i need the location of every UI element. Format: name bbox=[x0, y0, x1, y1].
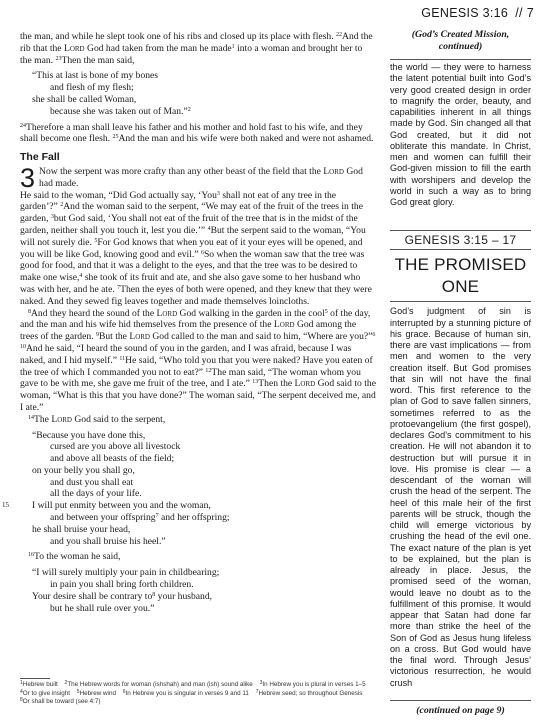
footnote-divider bbox=[20, 678, 50, 679]
header-separator: // bbox=[515, 6, 523, 20]
divider bbox=[390, 59, 531, 60]
footnote: $^3$In Hebrew you is plural in verses 1–5 bbox=[259, 680, 366, 688]
study-sidebar bbox=[390, 29, 531, 689]
footnote: $^1$Hebrew built bbox=[20, 680, 58, 688]
footnote: $^2$The Hebrew words for woman (ishshah) and man (ish) sound alike bbox=[64, 680, 253, 688]
scripture-paragraph: $^{24}$Therefore a man shall leave his father and his mother and hold fast to his wife, and they shall become one flesh. $^{25}$And the man and his wife were both naked and were not ashamed. bbox=[20, 121, 374, 145]
header-reference: GENESIS 3:16 bbox=[421, 6, 509, 20]
page-header bbox=[421, 6, 534, 20]
section-heading: The Fall bbox=[20, 151, 60, 164]
footnote: $^5$Hebrew wind bbox=[76, 688, 116, 697]
sidebar-reference: GENESIS 3:15 – 17 bbox=[390, 230, 531, 250]
scripture-paragraph: $^8$And they heard the sound of the Lord God walking in the garden in the cool$^5$ of the day, and the man and his wife hid themselves from the presence of the Lord God among the trees of the garden. $^9$But the Lord God called to the man and said to him, “Where are you?”$^6$ $^{10}$And he said, “I heard the sound of you in the garden, and I was afraid, because I was naked, and I hid myself.” $^{11}$He said, “Who told you that you were naked? Have you eaten of the tree of which I commanded you not to eat?” $^{12}$The man said, “The woman whom you gave to be with me, she gave me fruit of the tree, and I ate.” $^{13}$Then the Lord God said to the woman, “What is this that you have done?” The woman said, “The serpent deceived me, and I ate.” bbox=[20, 307, 376, 413]
page-number: 7 bbox=[526, 6, 534, 20]
continued-text: the world — they were to harness the latent potential built into God’s very good created design in order to magnify the order, beauty, and capabilities inherent in all things made by God. Sin changed all that God created, but it did not obliterate this mandate. In Christ, men and women can fulfill their God-given mission to fill the earth with worshipers and develop the world in such a way as to bring God great glory. bbox=[390, 62, 531, 207]
footnote: $^7$Hebrew seed; so throughout Genesis bbox=[255, 688, 363, 697]
footnote: $^6$In Hebrew you is singular in verses 9 and 11 bbox=[122, 688, 249, 697]
continued-on-note: (continued on page 9) bbox=[390, 700, 531, 716]
scripture-column bbox=[2, 31, 376, 618]
poetry-block: “Because you have done this, cursed are you above all livestock and above all beasts of the field; on your belly you shall go, and dust you shall eat all the days of your life. 15 I will put enmity between you and the woman, and between your offspring$^7$ and her offspring; he shall bruise your head, and you shall bruise his heel.” bbox=[2, 429, 230, 547]
poetry-block: “I will surely multiply your pain in childbearing; in pain you shall bring forth children. Your desire shall be contrary $to^8$ your husband, but he shall rule over you.” bbox=[32, 567, 220, 614]
scripture-paragraph: $^{16}$To the woman he said, bbox=[28, 551, 121, 563]
sidebar-title: THE PROMISED ONE bbox=[390, 250, 531, 302]
footnote: $^4$Or to give insight bbox=[20, 688, 71, 697]
poetry-block: “This at last is bone of my bones and flesh of my flesh; she shall be called Woman, because she was taken out of Man.”$^2$ bbox=[32, 70, 191, 117]
continued-heading: (God’s Created Mission, continued) bbox=[411, 29, 510, 52]
chapter-number: 3 bbox=[20, 162, 36, 193]
sidebar-text: God’s judgment of sin is interrupted by a stunning picture of his grace. Because of human sin, there are vast implications — from men and women to the very creation itself. But God promises that sin will not have the final word. This first reference to the plan of God to save fallen sinners, sometimes referred to as the protoevangelium (the first gospel), declares God’s commitment to his creation. He will not abandon it to destruction but will pursue it in love. His promise is clear — a descendant of the woman will crush the head of the serpent. The heel of this male heir of the first parents will be struck, though the child will emerge victorious by crushing the head of the evil one. The exact nature of the plan is yet to be explained, but the plan is already in place. Jesus, the promised seed of the woman, would leave no doubt as to the fulfillment of this promise. It would appear that Satan had done far more than strike the heel of the Son of God as Jesus hung lifeless on a cross. But God would have the final word. Through Jesus’ victorious resurrection, he would crush bbox=[390, 306, 531, 688]
footnotes bbox=[20, 681, 376, 707]
scripture-paragraph: $^{14}$The Lord God said to the serpent, bbox=[28, 413, 166, 425]
scripture-paragraph: the man, and while he slept took one of his ribs and closed up its place with flesh. $^{22}$And the rib that the Lord God had taken from the man he made$^1$ into a woman and brought her to the man. $^{23}$Then the man said, bbox=[20, 31, 373, 66]
scripture-paragraph: 3 Now the serpent was more crafty than any other beast of the field that the Lord God had made. He said to the woman, “Did God actually say, ‘You$^3$ shall not eat of any tree in the garden’?” $^2$And the woman said to the serpent, “We may eat of the fruit of the trees in the garden, $^3$but God said, ‘You shall not eat of the fruit of the tree that is in the midst of the garden, neither shall you touch it, lest you die.’” $^4$But the serpent said to the woman, “You will not surely die. $^5$For God knows that when you eat of it your eyes will be opened, and you will be like God, knowing good and evil.” $^6$So when the woman saw that the tree was good for food, and that it was a delight to the eyes, and that the tree was to be desired to make one wise,$^4$ she took of its fruit and ate, and she also gave some to her husband who was with her, and he ate. $^7$Then the eyes of both were opened, and they knew that they were naked. And they sewed fig leaves together and made themselves loincloths. bbox=[20, 162, 372, 307]
footnote: $^8$Or shall be toward (see 4:7) bbox=[20, 697, 101, 706]
